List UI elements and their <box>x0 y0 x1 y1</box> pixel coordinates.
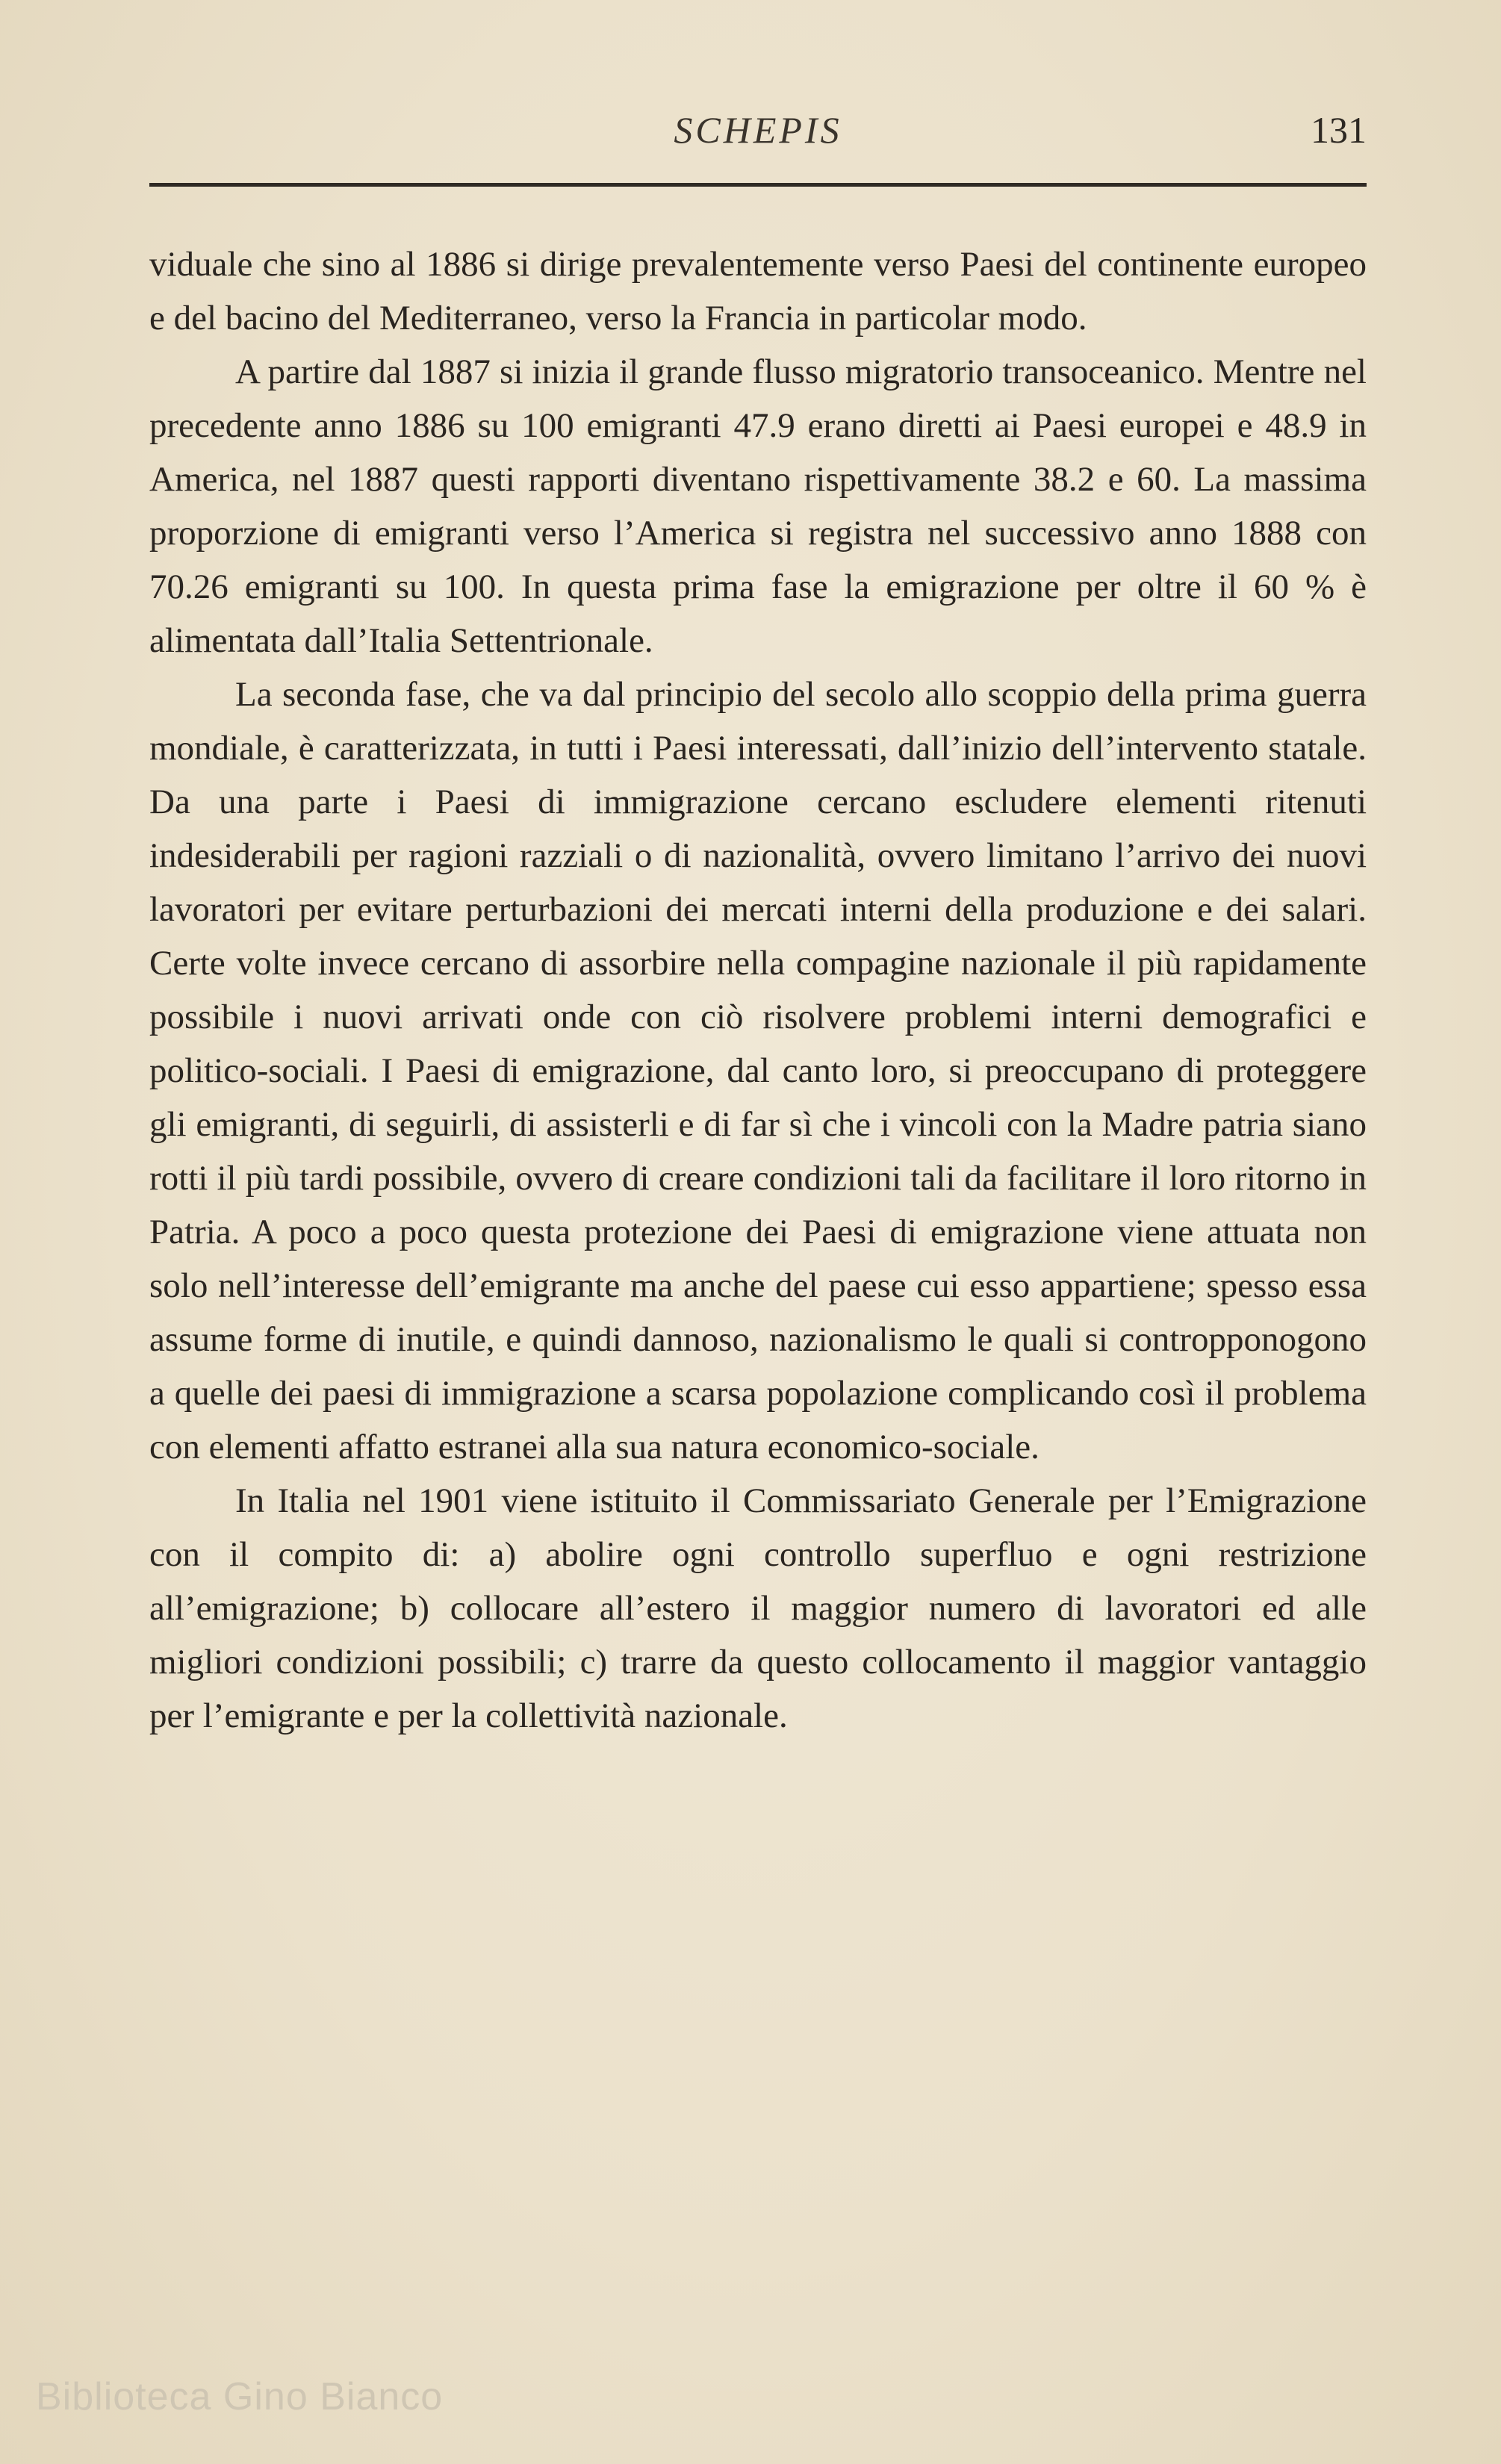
running-head: SCHEPIS <box>674 109 842 151</box>
page-number: 131 <box>1311 109 1367 151</box>
paragraph-first-phase: A partire dal 1887 si inizia il grande flusso migratorio transoceanico. Mentre nel precedente anno 1886 su 100 emigranti 47.9 erano diretti ai Paesi europei e 48.9 in America, nel 1887 questi rapporti diventano rispettivamente 38.2 e 60. La massima proporzione di emigranti verso l’America si registra nel successivo anno 1888 con 70.26 emigranti su 100. In questa prima fase la emigrazione per oltre il 60 % è alimentata dall’Italia Settentrionale. <box>149 352 1367 660</box>
body-text <box>149 237 1367 1743</box>
paragraph-continuation: viduale che sino al 1886 si dirige prevalentemente verso Paesi del continente europeo e del bacino del Mediterraneo, verso la Francia in particolar modo. <box>149 245 1367 337</box>
library-watermark: Biblioteca Gino Bianco <box>36 2375 444 2418</box>
page-header <box>149 108 1367 168</box>
header-rule <box>149 183 1367 187</box>
paragraph-second-phase: La seconda fase, che va dal principio del secolo allo scoppio della prima guerra mondiale, è caratterizzata, in tutti i Paesi interessati, dall’inizio dell’intervento statale. Da una parte i Paesi di immigrazione cercano escludere elementi ritenuti indesiderabili per ragioni razziali o di nazionalità, ovvero limitano l’arrivo dei nuovi lavoratori per evitare perturbazioni dei mercati interni della produzione e dei salari. Certe volte invece cercano di assorbire nella compagine nazionale il più rapidamente possibile i nuovi arrivati onde con ciò risolvere problemi interni demografici e politico-sociali. I Paesi di emigrazione, dal canto loro, si preoccupano di proteggere gli emigranti, di seguirli, di assisterli e di far sì che i vincoli con la Madre patria siano rotti il più tardi possibile, ovvero di creare condizioni tali da facilitare il loro ritorno in Patria. A poco a poco questa protezione dei Paesi di emigrazione viene attuata non solo nell’interesse dell’emigrante ma anche del paese cui esso appartiene; spesso essa assume forme di inutile, e quindi dannoso, nazionalismo le quali si contropponogono a quelle dei paesi di immigrazione a scarsa popolazione complicando così il problema con elementi affatto estranei alla sua natura economico-sociale. <box>149 675 1367 1466</box>
paragraph-commissariato: In Italia nel 1901 viene istituito il Commissariato Generale per l’Emigrazione con il compito di: a) abolire ogni controllo superfluo e ogni restrizione all’emigrazione; b) collocare all’estero il maggior numero di lavoratori ed alle migliori condizioni possibili; c) trarre da questo collocamento il maggior vantaggio per l’emigrante e per la collettività nazionale. <box>149 1481 1367 1735</box>
